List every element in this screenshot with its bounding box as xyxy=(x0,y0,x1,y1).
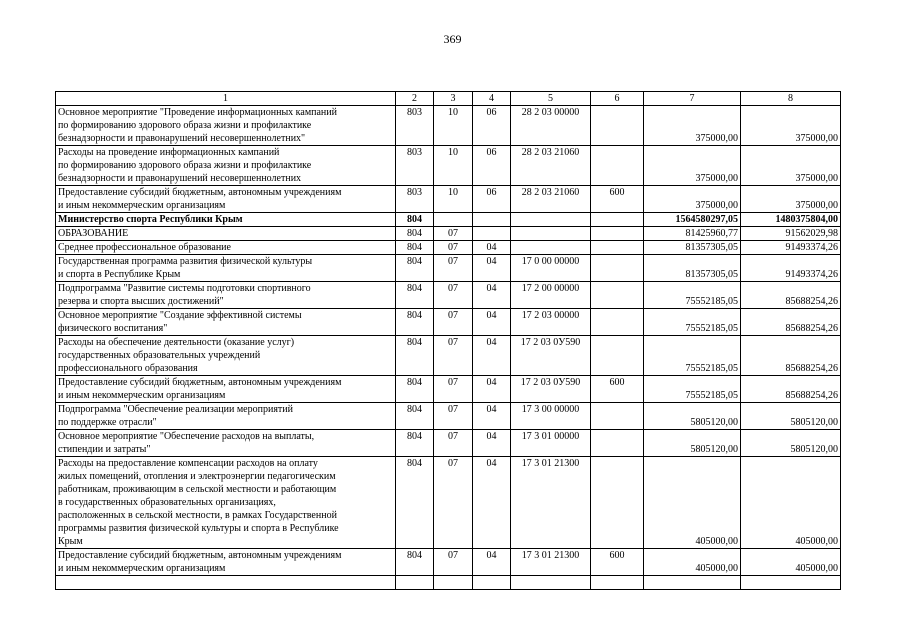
cell-col-3: 07 xyxy=(434,227,473,241)
cell-col-3: 07 xyxy=(434,282,473,309)
row-description xyxy=(56,309,396,336)
description-line: Подпрограмма "Развитие системы подготовки спортивного xyxy=(58,283,311,294)
cell-col-3: 07 xyxy=(434,457,473,549)
amount-col-7: 5805120,00 xyxy=(644,403,741,430)
cell-col-6 xyxy=(591,430,644,457)
amount-col-7: 75552185,05 xyxy=(644,282,741,309)
row-description xyxy=(56,255,396,282)
amount-col-8: 405000,00 xyxy=(741,549,841,576)
empty-cell xyxy=(591,576,644,590)
row-description xyxy=(56,213,396,227)
cell-col-2: 803 xyxy=(396,186,434,213)
cell-col-2: 804 xyxy=(396,309,434,336)
amount-col-8: 91493374,26 xyxy=(741,255,841,282)
cell-col-4: 04 xyxy=(473,255,511,282)
table-header-row xyxy=(56,92,841,106)
row-description xyxy=(56,376,396,403)
description-line: физического воспитания" xyxy=(58,323,168,334)
cell-col-2: 804 xyxy=(396,457,434,549)
amount-col-8: 1480375804,00 xyxy=(741,213,841,227)
cell-col-4: 04 xyxy=(473,336,511,376)
cell-col-6 xyxy=(591,336,644,376)
amount-col-7: 5805120,00 xyxy=(644,430,741,457)
amount-col-7: 75552185,05 xyxy=(644,376,741,403)
row-description xyxy=(56,146,396,186)
table-row xyxy=(56,430,841,457)
cell-col-3: 07 xyxy=(434,403,473,430)
row-description xyxy=(56,549,396,576)
cell-col-2: 804 xyxy=(396,255,434,282)
cell-col-3: 10 xyxy=(434,106,473,146)
empty-cell xyxy=(473,576,511,590)
row-description xyxy=(56,186,396,213)
description-line: Подпрограмма "Обеспечение реализации мероприятий xyxy=(58,404,293,415)
table-row xyxy=(56,146,841,186)
cell-col-2: 804 xyxy=(396,213,434,227)
amount-col-7: 1564580297,05 xyxy=(644,213,741,227)
empty-cell xyxy=(396,576,434,590)
amount-col-7: 375000,00 xyxy=(644,106,741,146)
cell-col-3: 07 xyxy=(434,309,473,336)
cell-col-5: 17 3 01 21300 xyxy=(511,457,591,549)
description-line: Основное мероприятие "Создание эффективной системы xyxy=(58,310,302,321)
cell-col-3: 07 xyxy=(434,255,473,282)
description-line: Предоставление субсидий бюджетным, автономным учреждениям xyxy=(58,187,342,198)
amount-col-8: 405000,00 xyxy=(741,457,841,549)
amount-col-7: 75552185,05 xyxy=(644,309,741,336)
row-description xyxy=(56,403,396,430)
cell-col-4: 04 xyxy=(473,309,511,336)
description-line: профессионального образования xyxy=(58,363,198,374)
description-line: государственных образовательных учреждений xyxy=(58,350,261,361)
cell-col-5: 17 2 03 00000 xyxy=(511,309,591,336)
description-line: Расходы на обеспечение деятельности (оказание услуг) xyxy=(58,337,295,348)
cell-col-6: 600 xyxy=(591,549,644,576)
amount-col-8: 85688254,26 xyxy=(741,282,841,309)
cell-col-6 xyxy=(591,146,644,186)
cell-col-4: 04 xyxy=(473,403,511,430)
table-row xyxy=(56,282,841,309)
cell-col-4: 04 xyxy=(473,457,511,549)
cell-col-4: 06 xyxy=(473,146,511,186)
description-line: и иным некоммерческим организациям xyxy=(58,563,226,574)
amount-col-8: 85688254,26 xyxy=(741,376,841,403)
cell-col-5: 17 0 00 00000 xyxy=(511,255,591,282)
cell-col-3: 10 xyxy=(434,146,473,186)
description-line: стипендии и затраты" xyxy=(58,444,151,455)
cell-col-3: 07 xyxy=(434,376,473,403)
cell-col-2: 804 xyxy=(396,336,434,376)
cell-col-5: 17 3 01 00000 xyxy=(511,430,591,457)
row-description xyxy=(56,241,396,255)
cell-col-5 xyxy=(511,227,591,241)
description-line: и иным некоммерческим организациям xyxy=(58,200,226,211)
cell-col-4: 04 xyxy=(473,430,511,457)
cell-col-4: 06 xyxy=(473,186,511,213)
column-header: 2 xyxy=(396,92,434,106)
description-line: и иным некоммерческим организациям xyxy=(58,390,226,401)
empty-cell xyxy=(741,576,841,590)
table-row xyxy=(56,403,841,430)
cell-col-5: 17 2 03 0У590 xyxy=(511,336,591,376)
description-line: по формированию здорового образа жизни и профилактике xyxy=(58,120,312,131)
table-row xyxy=(56,186,841,213)
cell-col-2: 804 xyxy=(396,549,434,576)
cell-col-6: 600 xyxy=(591,376,644,403)
cell-col-3: 10 xyxy=(434,186,473,213)
cell-col-4: 06 xyxy=(473,106,511,146)
column-header: 5 xyxy=(511,92,591,106)
amount-col-8: 91562029,98 xyxy=(741,227,841,241)
cell-col-2: 804 xyxy=(396,430,434,457)
cell-col-2: 804 xyxy=(396,241,434,255)
cell-col-6 xyxy=(591,227,644,241)
table-row xyxy=(56,309,841,336)
description-line: Крым xyxy=(58,536,83,547)
cell-col-5 xyxy=(511,213,591,227)
cell-col-3: 07 xyxy=(434,241,473,255)
cell-col-2: 803 xyxy=(396,106,434,146)
column-header: 8 xyxy=(741,92,841,106)
empty-cell xyxy=(434,576,473,590)
cell-col-6 xyxy=(591,403,644,430)
amount-col-7: 81425960,77 xyxy=(644,227,741,241)
cell-col-6 xyxy=(591,106,644,146)
description-line: Предоставление субсидий бюджетным, автономным учреждениям xyxy=(58,377,342,388)
description-line: и спорта в Республике Крым xyxy=(58,269,181,280)
description-line: ОБРАЗОВАНИЕ xyxy=(58,228,129,239)
column-header: 3 xyxy=(434,92,473,106)
cell-col-5 xyxy=(511,241,591,255)
description-line: Государственная программа развития физической культуры xyxy=(58,256,313,267)
description-line: резерва и спорта высших достижений" xyxy=(58,296,224,307)
description-line: работникам, проживающим в сельской местности и работающим xyxy=(58,484,337,495)
row-description xyxy=(56,457,396,549)
empty-cell xyxy=(511,576,591,590)
description-line: программы развития физической культуры и спорта в Республике xyxy=(58,523,339,534)
amount-col-8: 85688254,26 xyxy=(741,336,841,376)
column-header: 4 xyxy=(473,92,511,106)
cell-col-6 xyxy=(591,282,644,309)
row-description xyxy=(56,106,396,146)
amount-col-7: 405000,00 xyxy=(644,457,741,549)
cell-col-6 xyxy=(591,457,644,549)
column-header: 6 xyxy=(591,92,644,106)
amount-col-8: 5805120,00 xyxy=(741,403,841,430)
column-header: 1 xyxy=(56,92,396,106)
amount-col-7: 81357305,05 xyxy=(644,255,741,282)
cell-col-2: 803 xyxy=(396,146,434,186)
description-line: Расходы на предоставление компенсации расходов на оплату xyxy=(58,458,318,469)
cell-col-4: 04 xyxy=(473,241,511,255)
table-row xyxy=(56,255,841,282)
table-row xyxy=(56,213,841,227)
cell-col-5: 28 2 03 00000 xyxy=(511,106,591,146)
cell-col-3: 07 xyxy=(434,430,473,457)
budget-table xyxy=(55,91,841,590)
empty-row xyxy=(56,576,841,590)
row-description xyxy=(56,227,396,241)
cell-col-5: 28 2 03 21060 xyxy=(511,146,591,186)
amount-col-7: 375000,00 xyxy=(644,186,741,213)
description-line: Среднее профессиональное образование xyxy=(58,242,231,253)
table-row xyxy=(56,376,841,403)
cell-col-3: 07 xyxy=(434,549,473,576)
cell-col-2: 804 xyxy=(396,282,434,309)
cell-col-4 xyxy=(473,213,511,227)
cell-col-4 xyxy=(473,227,511,241)
cell-col-4: 04 xyxy=(473,376,511,403)
cell-col-5: 17 2 03 0У590 xyxy=(511,376,591,403)
description-line: Основное мероприятие "Обеспечение расходов на выплаты, xyxy=(58,431,315,442)
cell-col-3 xyxy=(434,213,473,227)
amount-col-8: 375000,00 xyxy=(741,146,841,186)
empty-cell xyxy=(644,576,741,590)
amount-col-7: 75552185,05 xyxy=(644,336,741,376)
cell-col-5: 28 2 03 21060 xyxy=(511,186,591,213)
description-line: Предоставление субсидий бюджетным, автономным учреждениям xyxy=(58,550,342,561)
cell-col-2: 804 xyxy=(396,403,434,430)
table-row xyxy=(56,241,841,255)
cell-col-5: 17 2 00 00000 xyxy=(511,282,591,309)
amount-col-7: 375000,00 xyxy=(644,146,741,186)
amount-col-8: 85688254,26 xyxy=(741,309,841,336)
description-line: Основное мероприятие "Проведение информационных кампаний xyxy=(58,107,337,118)
description-line: в государственных образовательных организациях, xyxy=(58,497,276,508)
row-description xyxy=(56,282,396,309)
page-number: 369 xyxy=(443,32,462,46)
description-line: Расходы на проведение информационных кампаний xyxy=(58,147,280,158)
row-description xyxy=(56,336,396,376)
cell-col-5: 17 3 01 21300 xyxy=(511,549,591,576)
description-line: Министерство спорта Республики Крым xyxy=(58,214,243,225)
column-header: 7 xyxy=(644,92,741,106)
cell-col-2: 804 xyxy=(396,376,434,403)
table-row xyxy=(56,336,841,376)
description-line: жилых помещений, отопления и электроэнергии педагогическим xyxy=(58,471,336,482)
cell-col-6 xyxy=(591,241,644,255)
row-description xyxy=(56,430,396,457)
empty-cell xyxy=(56,576,396,590)
table-row xyxy=(56,457,841,549)
cell-col-4: 04 xyxy=(473,282,511,309)
cell-col-6: 600 xyxy=(591,186,644,213)
cell-col-6 xyxy=(591,309,644,336)
table-row xyxy=(56,227,841,241)
cell-col-2: 804 xyxy=(396,227,434,241)
cell-col-3: 07 xyxy=(434,336,473,376)
table-row xyxy=(56,106,841,146)
amount-col-8: 375000,00 xyxy=(741,186,841,213)
description-line: безнадзорности и правонарушений несовершеннолетних" xyxy=(58,133,306,144)
cell-col-5: 17 3 00 00000 xyxy=(511,403,591,430)
amount-col-7: 81357305,05 xyxy=(644,241,741,255)
amount-col-8: 91493374,26 xyxy=(741,241,841,255)
description-line: безнадзорности и правонарушений несовершеннолетних xyxy=(58,173,302,184)
description-line: расположенных в сельской местности, в рамках Государственной xyxy=(58,510,337,521)
description-line: по поддержке отрасли" xyxy=(58,417,157,428)
amount-col-8: 5805120,00 xyxy=(741,430,841,457)
cell-col-6 xyxy=(591,255,644,282)
description-line: по формированию здорового образа жизни и профилактике xyxy=(58,160,312,171)
cell-col-4: 04 xyxy=(473,549,511,576)
cell-col-6 xyxy=(591,213,644,227)
table-row xyxy=(56,549,841,576)
amount-col-8: 375000,00 xyxy=(741,106,841,146)
amount-col-7: 405000,00 xyxy=(644,549,741,576)
